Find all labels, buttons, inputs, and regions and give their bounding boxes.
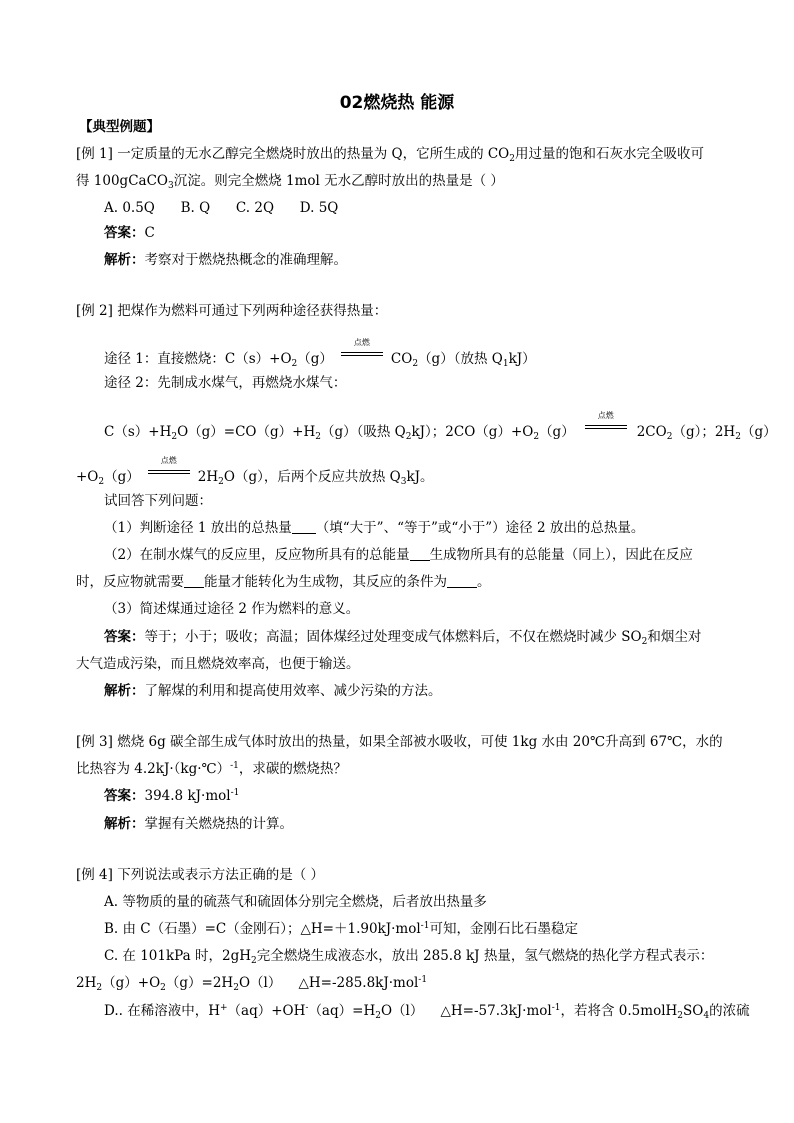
ex2-questions-intro: 试回答下列问题：	[104, 493, 212, 509]
ex2-route1: 途径 1：直接燃烧：$C(s)+O_2(g)$ 点燃 $CO_2(g)$（放热 $Q_1kJ$）	[104, 338, 536, 369]
ex2-analysis: 解析：了解煤的利用和提高使用效率、减少污染的方法。	[104, 683, 442, 699]
ex3-question-line1: [例 3] 燃烧 6g 碳全部生成气体时放出的热量，如果全部被水吸收，可使 1kg 水由 20℃升高到 67℃，水的	[76, 734, 723, 750]
ex1-answer: 答案：C	[104, 225, 155, 241]
ex2-intro: [例 2] 把煤作为燃料可通过下列两种途径获得热量：	[76, 303, 388, 319]
ex1-analysis: 解析：考察对于燃烧热概念的准确理解。	[104, 252, 347, 268]
fill-in-blank	[292, 519, 316, 534]
ex3-analysis: 解析：掌握有关燃烧热的计算。	[104, 816, 293, 832]
ex3-question-line2: 比热容为 4.2kJ·（kg·℃）$^{-1}$，求碳的燃烧热？	[76, 761, 347, 777]
section-header: 【典型例题】	[79, 119, 160, 135]
ex2-question-2-line1: （2）在制水煤气的反应里，反应物所具有的总能量 生成物所具有的总能量（同上），因此在反应	[104, 547, 693, 563]
reaction-condition-arrow: 点燃	[146, 465, 192, 483]
page-title: 02燃烧热 能源	[339, 93, 455, 113]
ex2-equation-line1: $C(s)+H_2O(g)=CO(g)+H_2(g)$（吸热 $Q_2kJ$）；$2CO(g)+O_2(g)$ 点燃 $2CO_2(g)$；$2H_2(g)$	[104, 411, 777, 442]
ex2-question-2-line2: 时，反应物就需要 能量才能转化为生成物，其反应的条件为 。	[76, 574, 491, 590]
ex4-intro: [例 4] 下列说法或表示方法正确的是（ ）	[76, 867, 324, 883]
ex4-option-b: B. 由 C（石墨）=C（金刚石）；△H=＋1.90kJ·mol$^{-1}$可知，金刚石比石墨稳定	[104, 921, 578, 937]
ex1-question-line2: 得 100gCaCO$_3$沉淀。则完全燃烧 1mol 无水乙醇时放出的热量是（ ）	[76, 173, 504, 191]
ex4-option-d: D.. 在稀溶液中，$H^+(aq)+OH^-(aq)=H_2O(l)$ △H=-57.3kJ·mol$^{-1}$，若将含 $0.5molH_2SO_4$的浓硫	[104, 1003, 750, 1021]
ex2-question-3: （3）简述煤通过途径 2 作为燃料的意义。	[104, 601, 360, 617]
ex4-option-c-line2: $2H_2(g)+O_2(g)=2H_2O(l)$ △H=-285.8kJ·mol$^{-1}$	[76, 975, 428, 993]
fill-in-blank	[184, 573, 204, 588]
ex2-equation-line2: $+O_2(g)$ 点燃 $2H_2O(g)$，后两个反应共放热 $Q_3kJ$。	[76, 456, 434, 487]
fill-in-blank	[410, 546, 430, 561]
ex4-option-c-line1: C. 在 101kPa 时，$2gH_2$完全燃烧生成液态水，放出 285.8 kJ 热量，氢气燃烧的热化学方程式表示：	[104, 948, 714, 966]
ex2-question-1: （1）判断途径 1 放出的总热量 （填“大于”、“等于”或“小于”）途径 2 放出的总热量。	[104, 520, 645, 536]
reaction-condition-arrow: 点燃	[339, 347, 385, 365]
ex3-answer: 答案：394.8 kJ·mol$^{-1}$	[104, 788, 240, 804]
ex2-answer-line1: 答案：等于；小于；吸收；高温；固体煤经过处理变成气体燃料后，不仅在燃烧时减少 $SO_2$和烟尘对	[104, 629, 702, 647]
ex1-options: A. 0.5Q B. Q C. 2Q D. 5Q	[104, 200, 339, 216]
ex1-question-line1: [例 1] 一定质量的无水乙醇完全燃烧时放出的热量为 Q，它所生成的 $CO_2$用过量的饱和石灰水完全吸收可	[76, 146, 704, 164]
ex2-route2: 途径 2：先制成水煤气，再燃烧水煤气：	[104, 375, 347, 391]
ex2-answer-line2: 大气造成污染，而且燃烧效率高，也便于输送。	[76, 656, 360, 672]
ex4-option-a: A. 等物质的量的硫蒸气和硫固体分别完全燃烧，后者放出热量多	[104, 894, 487, 910]
reaction-condition-arrow: 点燃	[583, 420, 629, 438]
fill-in-blank	[447, 573, 477, 588]
